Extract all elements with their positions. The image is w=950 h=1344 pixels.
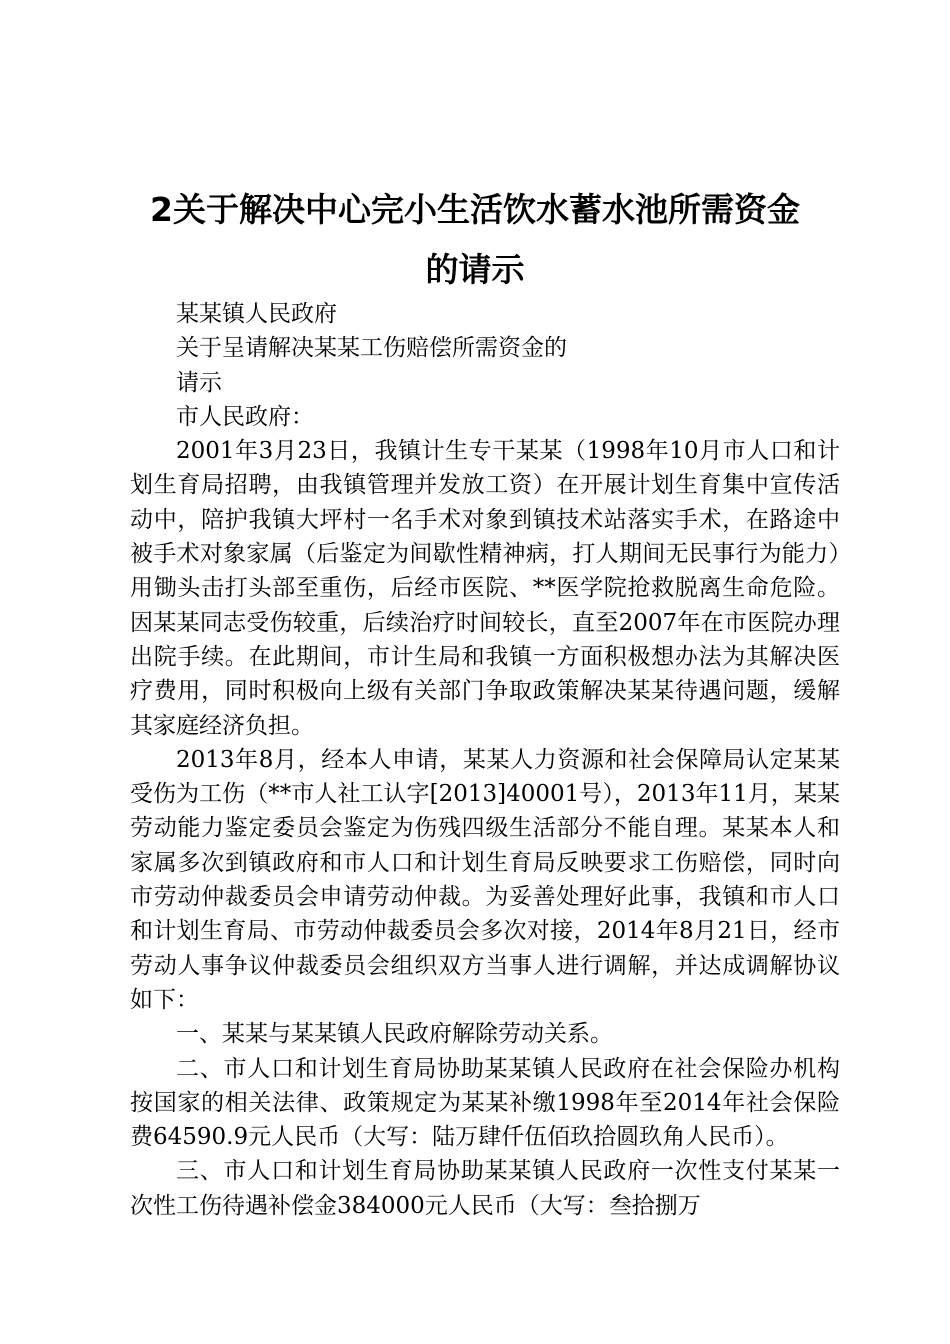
subject-line-continued: 请示 <box>176 369 222 396</box>
subject-line: 关于呈请解决某某工伤赔偿所需资金的 <box>176 335 567 362</box>
salutation: 市人民政府： <box>176 403 314 430</box>
agreement-item-3: 三、市人口和计划生育局协助某某镇人民政府一次性支付某某一次性工伤待遇补偿金384000元人民币（大写：叁拾捌万 <box>130 1158 840 1219</box>
document-body <box>130 297 840 1223</box>
agreement-item-2: 二、市人口和计划生育局协助某某镇人民政府在社会保险办机构按国家的相关法律、政策规定为某某补缴1998年至2014年社会保险费64590.9元人民币（大写：陆万肆仟伍佰玖拾圆玖角人民币）。 <box>130 1055 840 1151</box>
agreement-item-1: 一、某某与某某镇人民政府解除劳动关系。 <box>176 1021 613 1048</box>
body-paragraph: 2001年3月23日，我镇计生专干某某（1998年10月市人口和计划生育局招聘，由我镇管理并发放工资）在开展计划生育集中宣传活动中，陪护我镇大坪村一名手术对象到镇技术站落实手术，在路途中被手术对象家属（后鉴定为间歇性精神病，打人期间无民事行为能力）用锄头击打头部至重伤，后经市医院、**医学院抢救脱离生命危险。因某某同志受伤较重，后续治疗时间较长，直至2007年在市医院办理出院手续。在此期间，市计生局和我镇一方面积极想办法为其解决医疗费用，同时积极向上级有关部门争取政策解决某某待遇问题，缓解其家庭经济负担。 <box>130 438 840 739</box>
body-paragraph: 2013年8月，经本人申请，某某人力资源和社会保障局认定某某受伤为工伤（**市人社工认字[2013]40001号），2013年11月，某某劳动能力鉴定委员会鉴定为伤残四级生活部分不能自理。某某本人和家属多次到镇政府和市人口和计划生育局反映要求工伤赔偿，同时向市劳动仲裁委员会申请劳动仲裁。为妥善处理好此事，我镇和市人口和计划生育局、市劳动仲裁委员会多次对接，2014年8月21日，经市劳动人事争议仲裁委员会组织双方当事人进行调解，并达成调解协议如下： <box>130 746 840 1013</box>
sender-line: 某某镇人民政府 <box>176 301 337 327</box>
document-title-line-1: 2关于解决中心完小生活饮水蓄水池所需资金 <box>150 190 800 229</box>
document-title-line-2: 的请示 <box>425 250 525 289</box>
